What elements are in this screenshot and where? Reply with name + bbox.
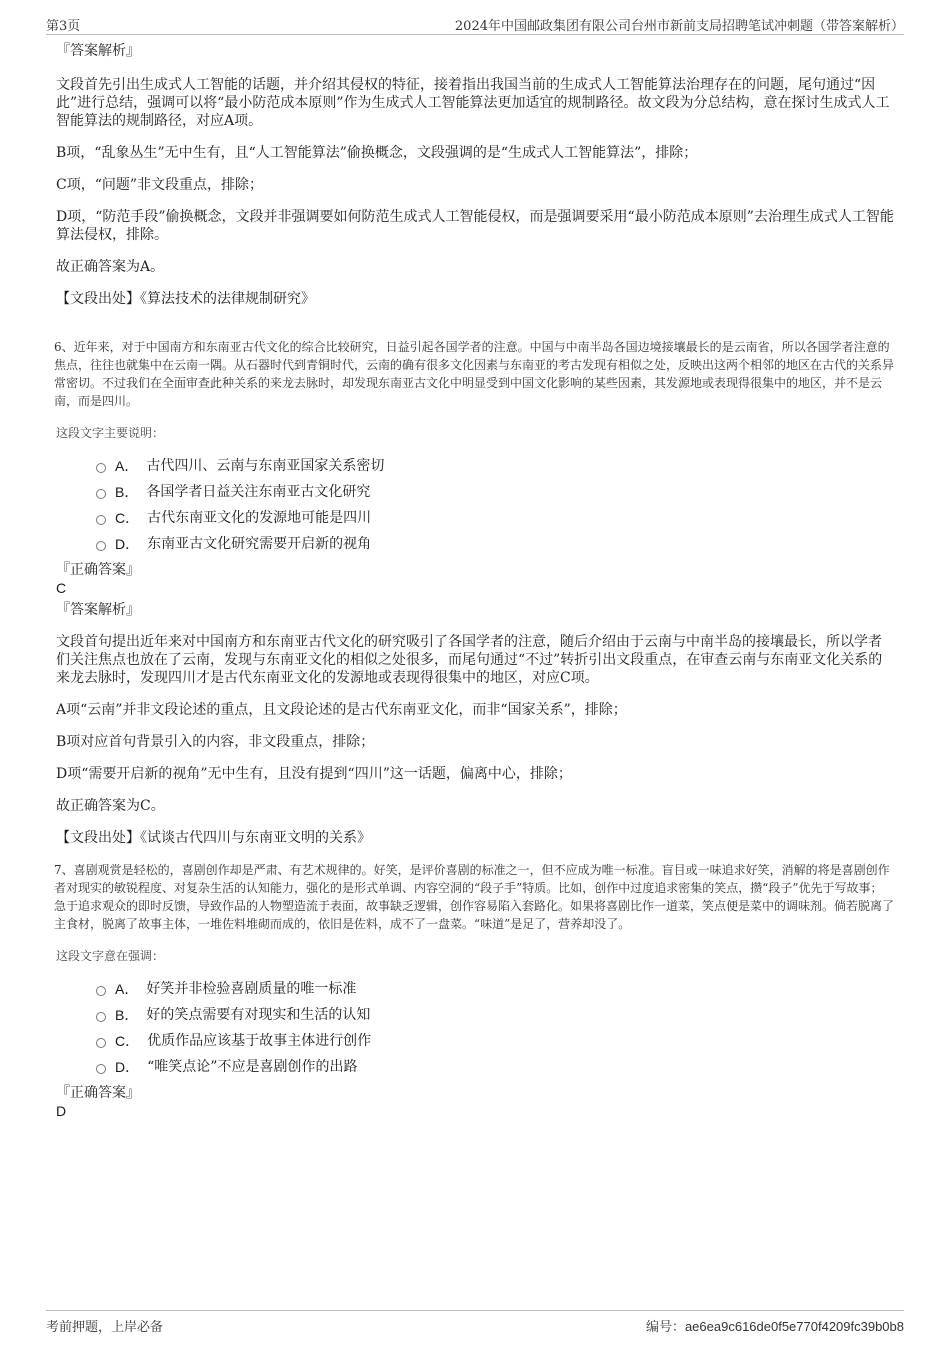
document-title: 2024年中国邮政集团有限公司台州市新前支局招聘笔试冲刺题（带答案解析）	[454, 19, 904, 34]
radio-icon[interactable]	[96, 463, 106, 473]
q6-answer: C	[56, 580, 67, 596]
q6-question: 6、近年来，对于中国南方和东南亚古代文化的综合比较研究，日益引起各国学者的注意。中国与中南半岛各国边境接壤最长的是云南省，所以各国学者注意的焦点，往往也就集中在云南一隅。从石器时代到青铜时代，云南的确有很多文化因素与东南亚的考古发现有相似之处，反映出这两个相邻的地区在古代的关系异常密切。不过我们在全面审查此种关系的来龙去脉时，却发现东南亚古文化中明显受到中国文化影响的某些因素，其发源地或表现得很集中的地区，并不是云南，而是四川。	[54, 340, 895, 408]
q7-options	[56, 976, 894, 1080]
q5-analysis-2: B项，“乱象丛生”无中生有，且“人工智能算法”偷换概念，文段强调的是“生成式人工智能算法”，排除；	[56, 145, 698, 161]
q5-analysis-1: 文段首先引出生成式人工智能的话题，并介绍其侵权的特征，接着指出我国当前的生成式人工智能算法治理存在的问题，尾句通过“因此”进行总结，强调可以将“最小防范成本原则”作为生成式人工智能算法更加适宜的规制路径。故文段为分总结构，意在探讨生成式人工智能算法的规制路径，对应A项。	[56, 77, 890, 129]
q6-source: 【文段出处】《试谈古代四川与东南亚文明的关系》	[56, 830, 371, 846]
q7-option-b[interactable]: B． 好的笑点需要有对现实和生活的认知	[96, 1002, 894, 1028]
q6-option-a[interactable]: A． 古代四川、云南与东南亚国家关系密切	[96, 453, 894, 479]
q7-option-a[interactable]: A． 好笑并非检验喜剧质量的唯一标准	[96, 976, 894, 1002]
q6-analysis-3: B项对应首句背景引入的内容，非文段重点，排除；	[56, 734, 375, 750]
q6-option-c[interactable]: C． 古代东南亚文化的发源地可能是四川	[96, 505, 894, 531]
q6-options	[56, 453, 894, 557]
q5-source: 【文段出处】《算法技术的法律规制研究》	[56, 291, 315, 307]
q6-answer-label: 『正确答案』	[56, 562, 140, 578]
q7-prompt: 这段文字意在强调：	[56, 949, 165, 963]
q6-prompt: 这段文字主要说明：	[56, 426, 165, 440]
q5-analysis-5: 故正确答案为A。	[56, 259, 165, 275]
q5-analysis-4: D项，“防范手段”偷换概念，文段并非强调要如何防范生成式人工智能侵权，而是强调要采用“最小防范成本原则”去治理生成式人工智能算法侵权，排除。	[56, 209, 894, 243]
q7-answer: D	[56, 1103, 67, 1119]
radio-icon[interactable]	[96, 515, 106, 525]
q7-option-c[interactable]: C． 优质作品应该基于故事主体进行创作	[96, 1028, 894, 1054]
radio-icon[interactable]	[96, 1064, 106, 1074]
q7-answer-label: 『正确答案』	[56, 1085, 140, 1101]
page-footer	[46, 1310, 904, 1335]
page-header	[46, 12, 904, 35]
q6-analysis-label: 『答案解析』	[56, 602, 140, 618]
q5-analysis-label: 『答案解析』	[56, 43, 140, 59]
radio-icon[interactable]	[96, 986, 106, 996]
radio-icon[interactable]	[96, 541, 106, 551]
page-number: 第3页	[46, 19, 81, 34]
q6-analysis-5: 故正确答案为C。	[56, 798, 165, 814]
radio-icon[interactable]	[96, 1012, 106, 1022]
q6-analysis-1: 文段首句提出近年来对中国南方和东南亚古代文化的研究吸引了各国学者的注意，随后介绍由于云南与中南半岛的接壤最长，所以学者们关注焦点也放在了云南，发现与东南亚文化的相似之处很多，而尾句通过“不过”转折引出文段重点，在审查云南与东南亚文化关系的来龙去脉时，发现四川才是古代东南亚文化的发源地或表现得很集中的地区，对应C项。	[56, 634, 883, 686]
q6-option-b[interactable]: B． 各国学者日益关注东南亚古文化研究	[96, 479, 894, 505]
footer-slogan: 考前押题，上岸必备	[46, 1320, 164, 1335]
document-code: 编号：ae6ea9c616de0f5e770f4209fc39b0b8	[645, 1319, 904, 1335]
radio-icon[interactable]	[96, 1038, 106, 1048]
q5-analysis-3: C项，“问题”非文段重点，排除；	[56, 177, 264, 193]
q6-analysis-4: D项“需要开启新的视角”无中生有，且没有提到“四川”这一话题，偏离中心，排除；	[56, 766, 572, 782]
radio-icon[interactable]	[96, 489, 106, 499]
page-content	[56, 42, 894, 1120]
q7-question: 7、喜剧观赏是轻松的，喜剧创作却是严肃、有艺术规律的。好笑，是评价喜剧的标准之一，但不应成为唯一标准。盲目或一味追求好笑，消解的将是喜剧创作者对现实的敏锐程度、对复杂生活的认知能力，强化的是形式单调、内容空洞的“段子手”特质。比如，创作中过度追求密集的笑点，攒“段子”优先于写故事；急于追求观众的即时反馈，导致作品的人物塑造流于表面，故事缺乏逻辑，创作容易陷入套路化。如果将喜剧比作一道菜，笑点便是菜中的调味剂。倘若脱离了主食材，脱离了故事主体，一堆佐料堆砌而成的，依旧是佐料，成不了一盘菜。“味道”是足了，营养却没了。	[54, 863, 895, 931]
q7-option-d[interactable]: D． “唯笑点论”不应是喜剧创作的出路	[96, 1054, 894, 1080]
q6-analysis-2: A项“云南”并非文段论述的重点，且文段论述的是古代东南亚文化，而非“国家关系”，排除；	[56, 702, 627, 718]
q6-option-d[interactable]: D． 东南亚古文化研究需要开启新的视角	[96, 531, 894, 557]
